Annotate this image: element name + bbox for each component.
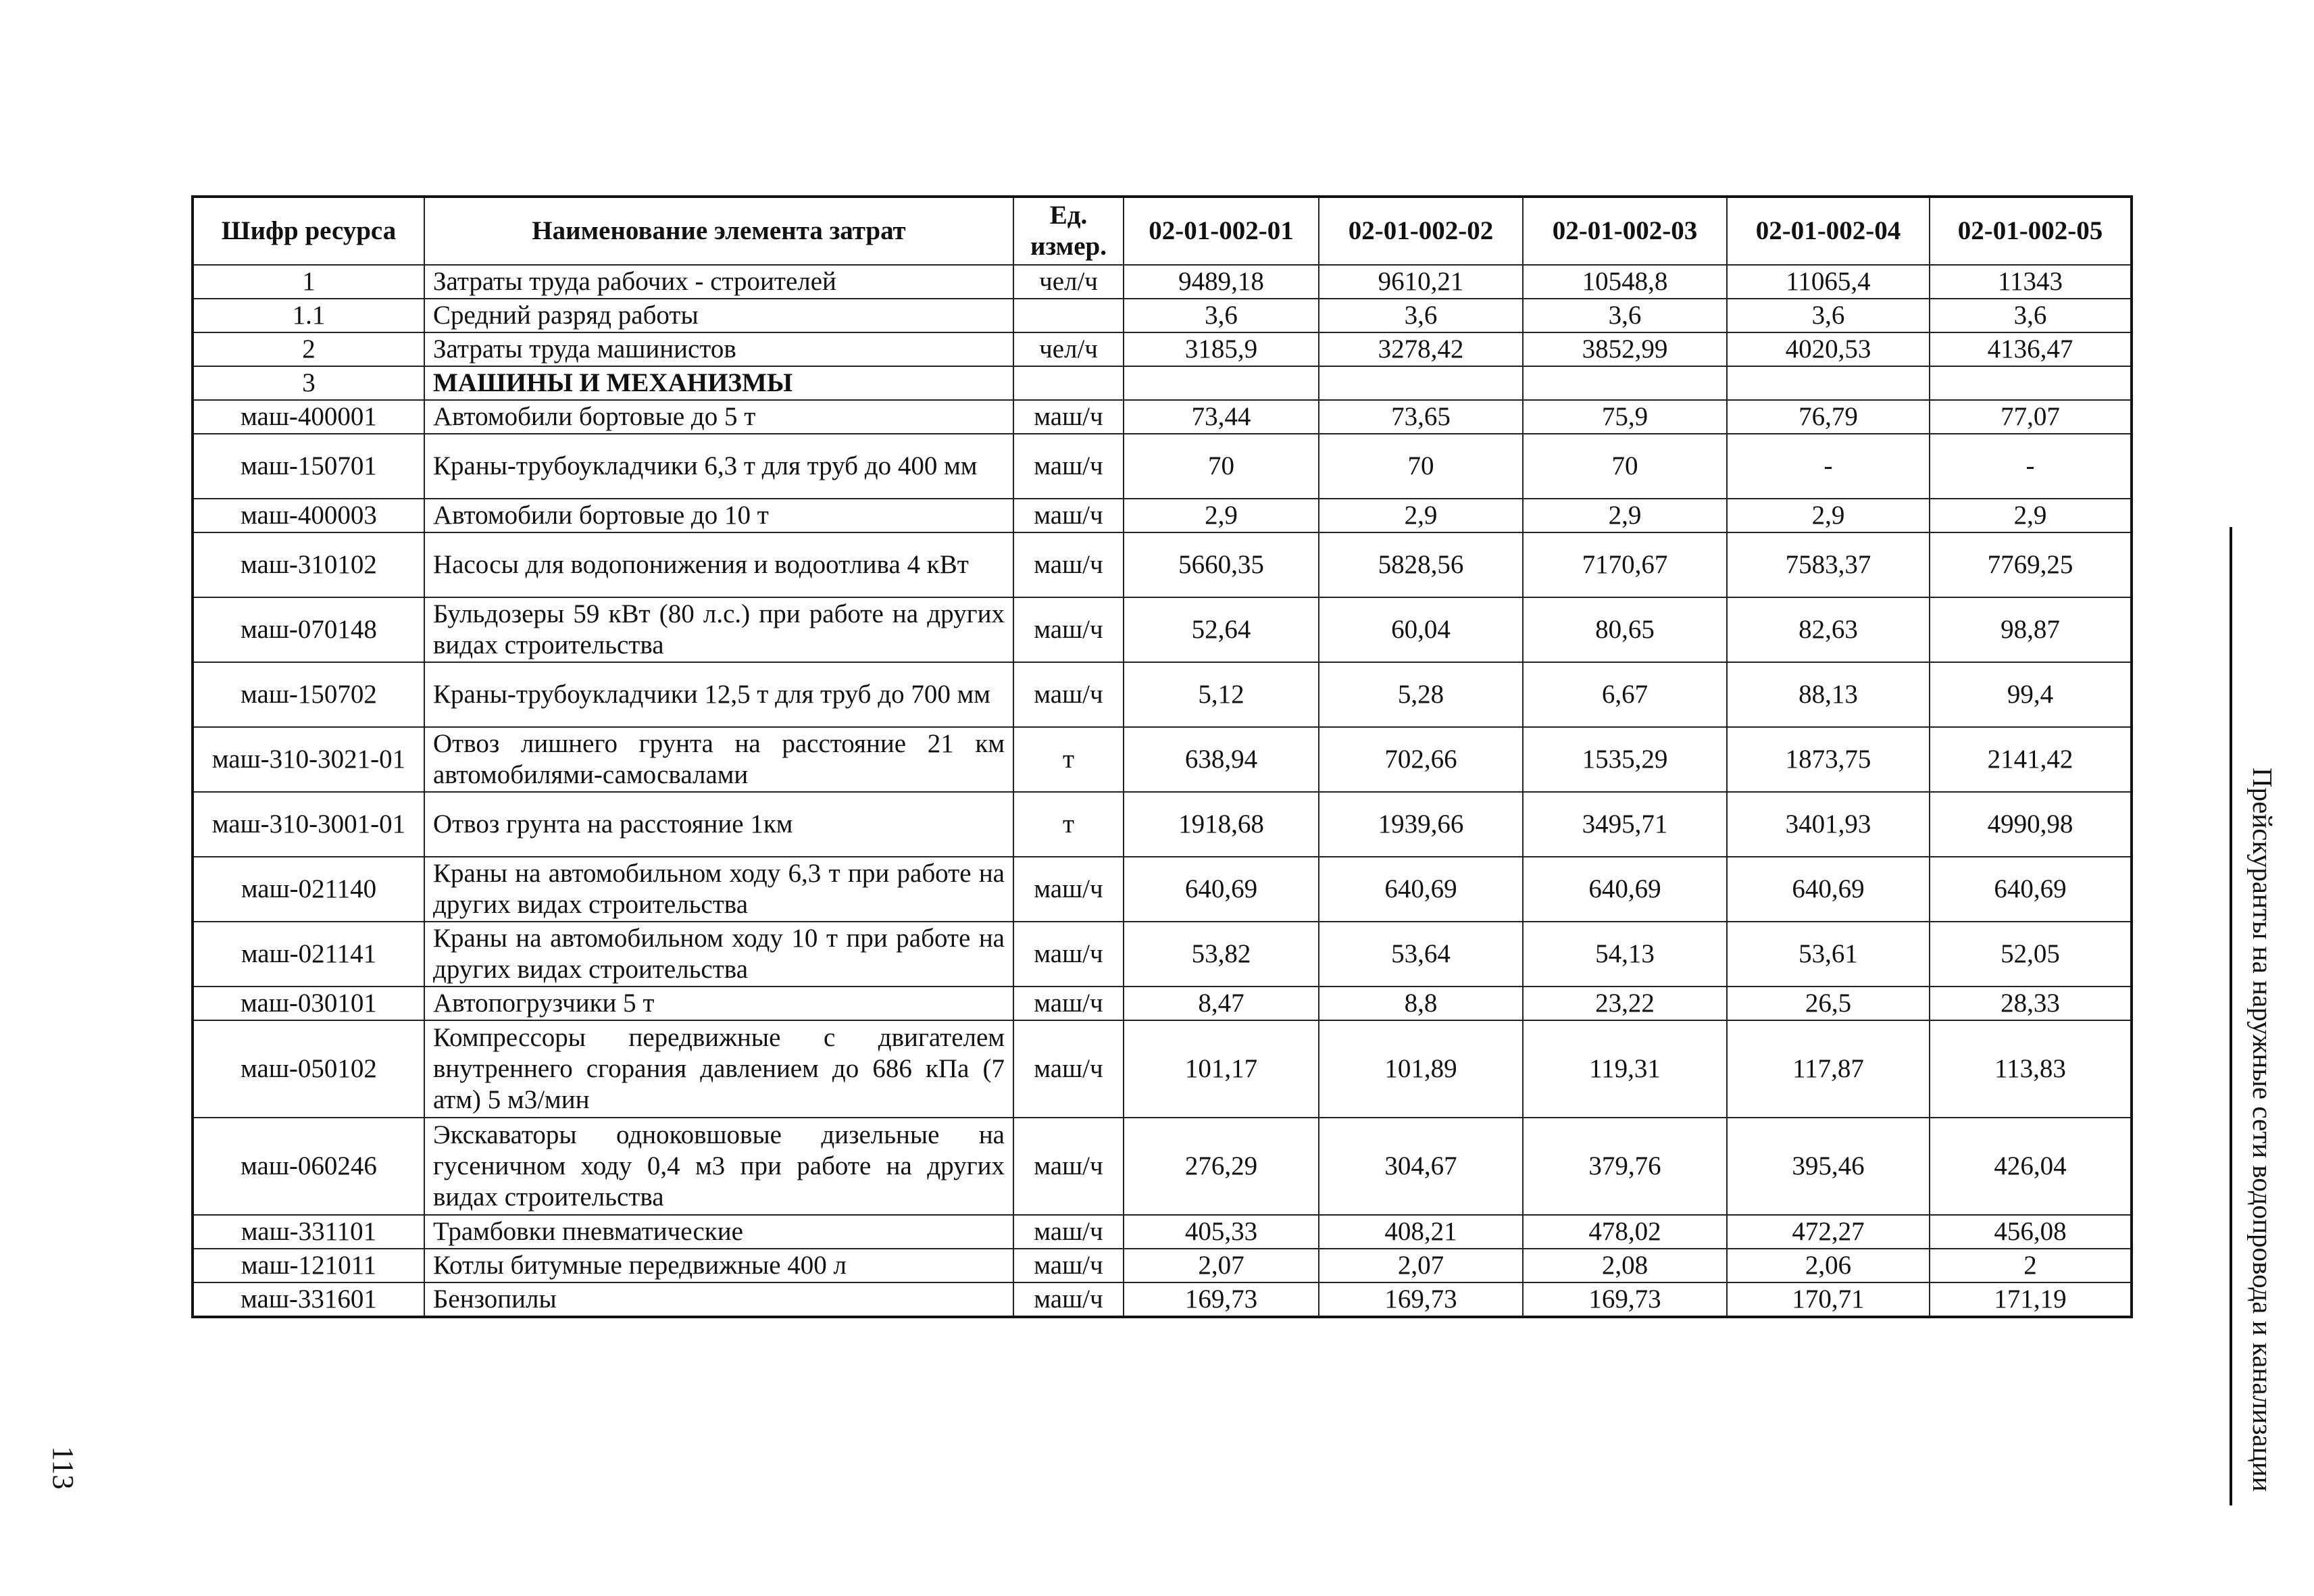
value-cell-col-05: 99,4 [1930,662,2132,727]
resource-code-cell: маш-310-3021-01 [193,727,424,792]
value-cell-col-04: 2,06 [1727,1249,1930,1282]
value-cell-col-01: 53,82 [1124,922,1319,987]
value-cell-col-03: 379,76 [1523,1118,1727,1215]
unit-cell: маш/ч [1013,532,1124,597]
side-title [2247,768,2278,1511]
value-cell-col-03 [1523,366,1727,400]
value-cell-col-02: 9610,21 [1319,265,1523,299]
table-row [193,1118,2132,1215]
header-col-03: 02-01-002-03 [1523,197,1727,265]
unit-cell: маш/ч [1013,1215,1124,1249]
unit-cell [1013,366,1124,400]
table-row [193,987,2132,1020]
cost-element-name-cell: Отвоз лишнего грунта на расстояние 21 км автомобилями-самосвалами [424,727,1013,792]
resource-code-cell: маш-331101 [193,1215,424,1249]
value-cell-col-02: 304,67 [1319,1118,1523,1215]
value-cell-col-02: 5828,56 [1319,532,1523,597]
value-cell-col-04: 170,71 [1727,1282,1930,1317]
value-cell-col-03: 2,9 [1523,499,1727,532]
value-cell-col-05: 52,05 [1930,922,2132,987]
cost-element-name-cell: Автомобили бортовые до 5 т [424,400,1013,434]
value-cell-col-03: 3852,99 [1523,332,1727,366]
cost-element-name-cell: Средний разряд работы [424,299,1013,332]
value-cell-col-01: 5660,35 [1124,532,1319,597]
value-cell-col-05: 11343 [1930,265,2132,299]
cost-element-name-cell: Краны-трубоукладчики 12,5 т для труб до 700 мм [424,662,1013,727]
table-row [193,792,2132,857]
value-cell-col-01: 2,07 [1124,1249,1319,1282]
value-cell-col-01: 3185,9 [1124,332,1319,366]
value-cell-col-04: 82,63 [1727,597,1930,662]
value-cell-col-03: 3,6 [1523,299,1727,332]
resource-code-cell: маш-070148 [193,597,424,662]
table-row [193,332,2132,366]
unit-cell: маш/ч [1013,662,1124,727]
value-cell-col-02: 8,8 [1319,987,1523,1020]
cost-element-name-cell: Компрессоры передвижные с двигателем внутреннего сгорания давлением до 686 кПа (7 атм) 5 м3/мин [424,1020,1013,1118]
value-cell-col-05: 2,9 [1930,499,2132,532]
value-cell-col-04: 76,79 [1727,400,1930,434]
table-row [193,434,2132,499]
resource-code-cell: 1.1 [193,299,424,332]
table-row [193,857,2132,922]
page-number-text: 113 [47,1446,80,1490]
value-cell-col-04: 117,87 [1727,1020,1930,1118]
table-row [193,1249,2132,1282]
table-row [193,1282,2132,1317]
value-cell-col-05: 113,83 [1930,1020,2132,1118]
value-cell-col-05: 98,87 [1930,597,2132,662]
value-cell-col-05: 4990,98 [1930,792,2132,857]
value-cell-col-05 [1930,366,2132,400]
value-cell-col-04: 88,13 [1727,662,1930,727]
resource-code-cell: 1 [193,265,424,299]
cost-element-name-cell: Затраты труда машинистов [424,332,1013,366]
value-cell-col-03: 80,65 [1523,597,1727,662]
value-cell-col-03: 75,9 [1523,400,1727,434]
resource-code-cell: маш-050102 [193,1020,424,1118]
value-cell-col-01: 2,9 [1124,499,1319,532]
value-cell-col-04: 26,5 [1727,987,1930,1020]
value-cell-col-05: 3,6 [1930,299,2132,332]
unit-cell: маш/ч [1013,922,1124,987]
value-cell-col-05: 77,07 [1930,400,2132,434]
value-cell-col-02: 60,04 [1319,597,1523,662]
header-col-05: 02-01-002-05 [1930,197,2132,265]
resource-code-cell: маш-310102 [193,532,424,597]
table-body [193,265,2132,1317]
table-row [193,727,2132,792]
value-cell-col-03: 3495,71 [1523,792,1727,857]
value-cell-col-01: 276,29 [1124,1118,1319,1215]
resource-code-cell: маш-400003 [193,499,424,532]
resource-code-cell: маш-400001 [193,400,424,434]
value-cell-col-01: 638,94 [1124,727,1319,792]
value-cell-col-05: 456,08 [1930,1215,2132,1249]
value-cell-col-03: 70 [1523,434,1727,499]
value-cell-col-01: 1918,68 [1124,792,1319,857]
unit-cell: маш/ч [1013,987,1124,1020]
cost-element-name-cell: Автомобили бортовые до 10 т [424,499,1013,532]
table-header-row [193,197,2132,265]
unit-cell: чел/ч [1013,265,1124,299]
side-title-text: Прейскуранты на наружные сети водопровода и канализации [2247,768,2278,1492]
unit-cell: маш/ч [1013,1282,1124,1317]
value-cell-col-03: 23,22 [1523,987,1727,1020]
value-cell-col-02: 5,28 [1319,662,1523,727]
value-cell-col-02: 169,73 [1319,1282,1523,1317]
value-cell-col-02 [1319,366,1523,400]
side-rule [2230,527,2232,1505]
value-cell-col-02: 702,66 [1319,727,1523,792]
value-cell-col-04: 640,69 [1727,857,1930,922]
cost-element-name-cell: Бензопилы [424,1282,1013,1317]
cost-element-name-cell: Насосы для водопонижения и водоотлива 4 кВт [424,532,1013,597]
cost-element-name-cell: МАШИНЫ И МЕХАНИЗМЫ [424,366,1013,400]
table-row [193,366,2132,400]
cost-element-name-cell: Краны-трубоукладчики 6,3 т для труб до 400 мм [424,434,1013,499]
value-cell-col-02: 640,69 [1319,857,1523,922]
header-resource-code: Шифр ресурса [193,197,424,265]
table-row [193,1215,2132,1249]
table-row [193,400,2132,434]
value-cell-col-03: 169,73 [1523,1282,1727,1317]
value-cell-col-05: 640,69 [1930,857,2132,922]
value-cell-col-05: 4136,47 [1930,332,2132,366]
header-unit: Ед. измер. [1013,197,1124,265]
value-cell-col-04: 11065,4 [1727,265,1930,299]
value-cell-col-04: 1873,75 [1727,727,1930,792]
unit-cell: маш/ч [1013,499,1124,532]
resource-code-cell: маш-021140 [193,857,424,922]
header-col-04: 02-01-002-04 [1727,197,1930,265]
value-cell-col-01: 405,33 [1124,1215,1319,1249]
unit-cell: маш/ч [1013,1020,1124,1118]
value-cell-col-04: 472,27 [1727,1215,1930,1249]
value-cell-col-01: 3,6 [1124,299,1319,332]
value-cell-col-04: 3,6 [1727,299,1930,332]
value-cell-col-02: 408,21 [1319,1215,1523,1249]
table-row [193,922,2132,987]
unit-cell: маш/ч [1013,1118,1124,1215]
resource-code-cell: маш-150701 [193,434,424,499]
value-cell-col-01: 5,12 [1124,662,1319,727]
value-cell-col-02: 101,89 [1319,1020,1523,1118]
unit-cell: маш/ч [1013,400,1124,434]
value-cell-col-03: 1535,29 [1523,727,1727,792]
value-cell-col-01: 169,73 [1124,1282,1319,1317]
header-cost-element-name: Наименование элемента затрат [424,197,1013,265]
cost-element-name-cell: Краны на автомобильном ходу 6,3 т при работе на других видах строительства [424,857,1013,922]
value-cell-col-01: 70 [1124,434,1319,499]
value-cell-col-03: 10548,8 [1523,265,1727,299]
value-cell-col-01: 8,47 [1124,987,1319,1020]
resource-code-cell: маш-030101 [193,987,424,1020]
value-cell-col-03: 54,13 [1523,922,1727,987]
unit-cell: т [1013,727,1124,792]
cost-element-name-cell: Трамбовки пневматические [424,1215,1013,1249]
value-cell-col-05: 171,19 [1930,1282,2132,1317]
value-cell-col-03: 2,08 [1523,1249,1727,1282]
cost-element-name-cell: Затраты труда рабочих - строителей [424,265,1013,299]
value-cell-col-05: 2141,42 [1930,727,2132,792]
table-row [193,597,2132,662]
table-row [193,265,2132,299]
cost-element-name-cell: Автопогрузчики 5 т [424,987,1013,1020]
resource-code-cell: маш-060246 [193,1118,424,1215]
resource-code-cell: маш-331601 [193,1282,424,1317]
unit-cell: т [1013,792,1124,857]
value-cell-col-02: 3,6 [1319,299,1523,332]
table-row [193,499,2132,532]
page-number [47,1446,78,1514]
resource-code-cell: маш-310-3001-01 [193,792,424,857]
unit-cell: маш/ч [1013,1249,1124,1282]
unit-cell: маш/ч [1013,597,1124,662]
unit-cell [1013,299,1124,332]
value-cell-col-05: 7769,25 [1930,532,2132,597]
value-cell-col-04: 4020,53 [1727,332,1930,366]
resource-code-cell: 3 [193,366,424,400]
table-row [193,1020,2132,1118]
unit-cell: маш/ч [1013,857,1124,922]
value-cell-col-03: 7170,67 [1523,532,1727,597]
value-cell-col-05: - [1930,434,2132,499]
resource-code-cell: маш-021141 [193,922,424,987]
value-cell-col-01: 73,44 [1124,400,1319,434]
value-cell-col-03: 119,31 [1523,1020,1727,1118]
value-cell-col-02: 1939,66 [1319,792,1523,857]
value-cell-col-02: 73,65 [1319,400,1523,434]
cost-element-name-cell: Краны на автомобильном ходу 10 т при работе на других видах строительства [424,922,1013,987]
cost-element-name-cell: Отвоз грунта на расстояние 1км [424,792,1013,857]
cost-element-name-cell: Бульдозеры 59 кВт (80 л.с.) при работе на других видах строительства [424,597,1013,662]
value-cell-col-04: - [1727,434,1930,499]
cost-element-name-cell: Экскаваторы одноковшовые дизельные на гусеничном ходу 0,4 м3 при работе на других видах строительства [424,1118,1013,1215]
table-row [193,299,2132,332]
value-cell-col-01: 9489,18 [1124,265,1319,299]
resource-code-cell: маш-121011 [193,1249,424,1282]
table-row [193,532,2132,597]
value-cell-col-04 [1727,366,1930,400]
value-cell-col-05: 28,33 [1930,987,2132,1020]
unit-cell: маш/ч [1013,434,1124,499]
cost-element-name-cell: Котлы битумные передвижные 400 л [424,1249,1013,1282]
header-col-01: 02-01-002-01 [1124,197,1319,265]
table-row [193,662,2132,727]
value-cell-col-02: 70 [1319,434,1523,499]
value-cell-col-02: 2,9 [1319,499,1523,532]
value-cell-col-01 [1124,366,1319,400]
value-cell-col-05: 426,04 [1930,1118,2132,1215]
value-cell-col-03: 6,67 [1523,662,1727,727]
unit-cell: чел/ч [1013,332,1124,366]
resource-code-cell: 2 [193,332,424,366]
value-cell-col-03: 640,69 [1523,857,1727,922]
header-col-02: 02-01-002-02 [1319,197,1523,265]
value-cell-col-04: 395,46 [1727,1118,1930,1215]
value-cell-col-01: 640,69 [1124,857,1319,922]
cost-table [191,195,2133,1318]
value-cell-col-04: 53,61 [1727,922,1930,987]
resource-code-cell: маш-150702 [193,662,424,727]
value-cell-col-01: 101,17 [1124,1020,1319,1118]
value-cell-col-04: 3401,93 [1727,792,1930,857]
value-cell-col-02: 3278,42 [1319,332,1523,366]
value-cell-col-01: 52,64 [1124,597,1319,662]
value-cell-col-05: 2 [1930,1249,2132,1282]
value-cell-col-02: 2,07 [1319,1249,1523,1282]
value-cell-col-04: 7583,37 [1727,532,1930,597]
value-cell-col-02: 53,64 [1319,922,1523,987]
value-cell-col-04: 2,9 [1727,499,1930,532]
value-cell-col-03: 478,02 [1523,1215,1727,1249]
